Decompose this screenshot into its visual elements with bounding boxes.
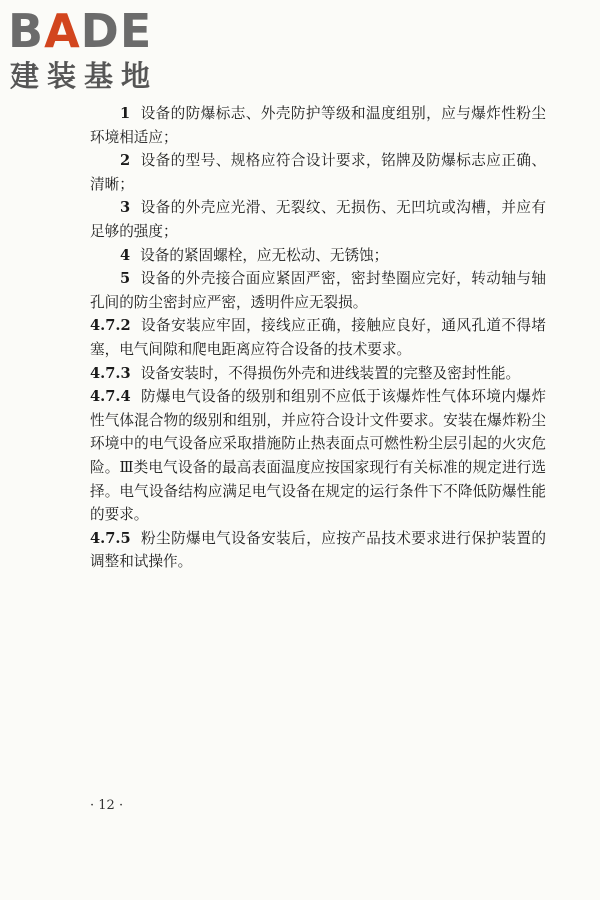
clause-text: 设备安装时，不得损伤外壳和进线装置的完整及密封性能。 [140,364,521,382]
section-clause [90,527,546,574]
item-number: 3 [120,199,131,217]
clause-text: 设备安装应牢固，接线应正确，接触应良好，通风孔道不得堵塞，电气间隙和爬电距离应符合设备的技术要求。 [90,317,546,358]
list-item [90,102,546,149]
page-number: · 12 · [90,798,124,813]
logo-letters-de: DE [80,4,153,58]
list-item [90,244,546,268]
item-text: 设备的型号、规格应符合设计要求，铭牌及防爆标志应正确、清晰； [90,152,546,193]
item-text: 设备的防爆标志、外壳防护等级和温度组别，应与爆炸性粉尘环境相适应； [90,105,546,146]
clause-number: 4.7.5 [90,529,131,547]
clause-number: 4.7.2 [90,317,131,335]
list-item [90,196,546,243]
logo-letter-a: A [44,4,81,58]
document-body [90,102,546,574]
brand-logo [8,6,178,92]
clause-text: 防爆电气设备的级别和组别不应低于该爆炸性气体环境内爆炸性气体混合物的级别和组别，并应符合设计文件要求。安装在爆炸粉尘环境中的电气设备应采取措施防止热表面点可燃性粉尘层引起的火灾危险。Ⅲ类电气设备的最高表面温度应按国家现行有关标准的规定进行选择。电气设备结构应满足电气设备在规定的运行条件下不降低防爆性能的要求。 [90,388,546,524]
logo-letter-b: B [8,4,45,58]
item-text: 设备的外壳应光滑、无裂纹、无损伤、无凹坑或沟槽，并应有足够的强度； [90,199,546,240]
clause-number: 4.7.4 [90,388,131,406]
list-item [90,149,546,196]
item-text: 设备的外壳接合面应紧固严密，密封垫圈应完好，转动轴与轴孔间的防尘密封应严密，透明件应无裂损。 [90,270,546,311]
item-number: 4 [120,246,131,264]
item-number: 1 [120,105,131,122]
item-number: 2 [120,152,131,170]
clause-text: 粉尘防爆电气设备安装后，应按产品技术要求进行保护装置的调整和试操作。 [90,529,546,571]
item-number: 5 [120,270,131,288]
logo-wordmark [8,6,152,56]
list-item [90,267,546,314]
section-clause [90,314,546,361]
clause-number: 4.7.3 [90,364,131,382]
item-text: 设备的紧固螺栓，应无松动、无锈蚀； [140,246,389,264]
section-clause [90,385,546,527]
section-clause [90,362,546,386]
logo-subtitle: 建装基地 [10,59,159,93]
